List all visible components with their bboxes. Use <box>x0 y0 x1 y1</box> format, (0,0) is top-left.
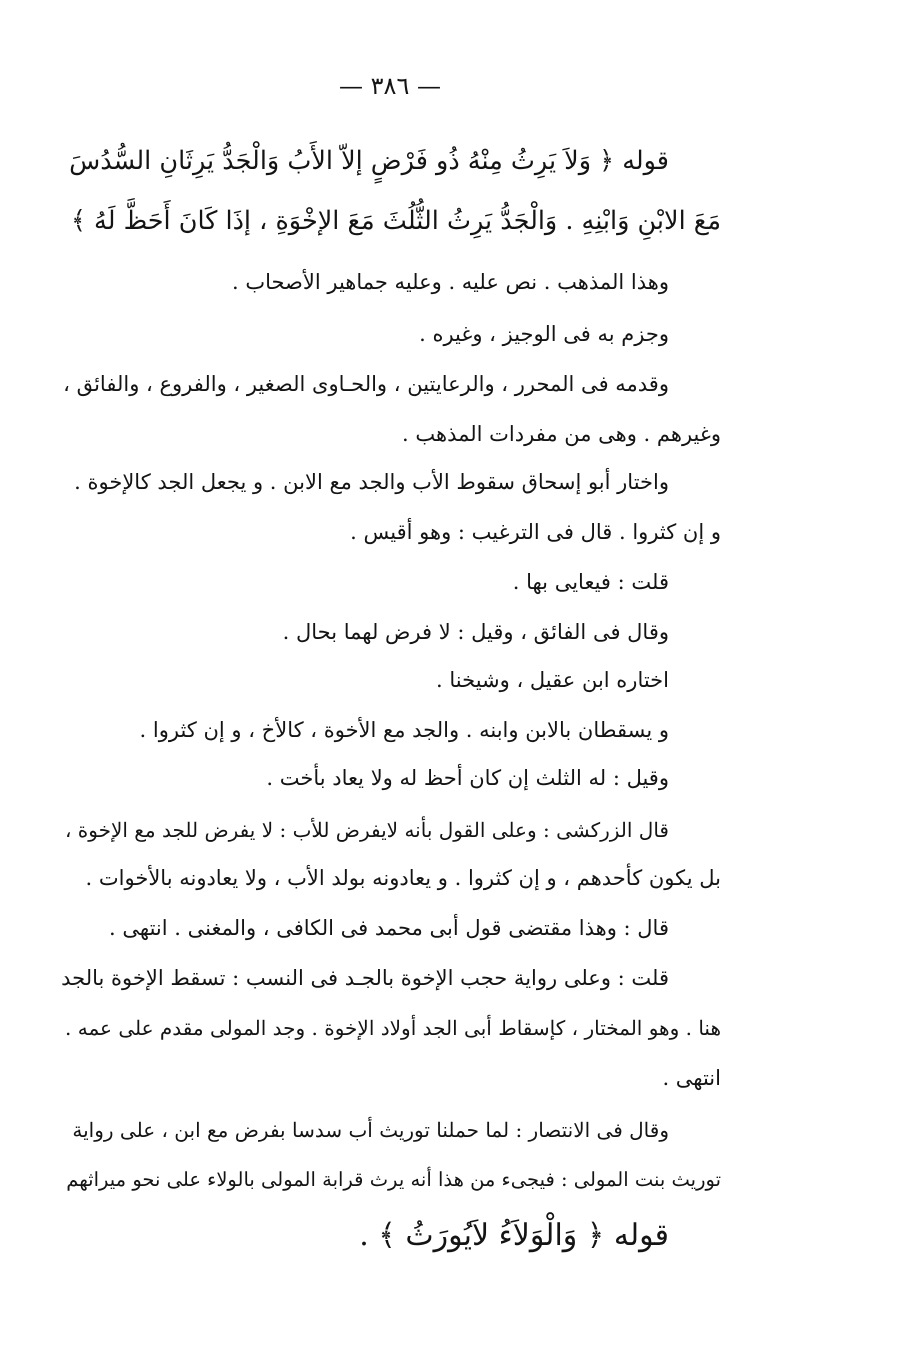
text-line: انتهى . <box>662 1066 721 1090</box>
text-line: وقال فى الفائق ، وقيل : لا فرض لهما بحال . <box>282 620 669 644</box>
text-line: واختار أبو إسحاق سقوط الأب والجد مع الابن . و يجعل الجد كالإخوة . <box>74 470 669 494</box>
text-line: وغيرهم . وهى من مفردات المذهب . <box>402 422 721 446</box>
text-line: بل يكون كأحدهم ، و إن كثروا . و يعادونه بولد الأب ، ولا يعادونه بالأخوات . <box>85 866 721 890</box>
text-line: وقدمه فى المحرر ، والرعايتين ، والحـاوى الصغير ، والفروع ، والفائق ، <box>63 372 669 396</box>
text-line: قال : وهذا مقتضى قول أبى محمد فى الكافى ، والمغنى . انتهى . <box>109 916 669 940</box>
text-line: و إن كثروا . قال فى الترغيب : وهو أقيس . <box>350 520 721 544</box>
text-line: قلت : فيعايى بها . <box>512 570 669 594</box>
text-line: هنا . وهو المختار ، كإسقاط أبى الجد أولاد الإخوة . وجد المولى مقدم على عمه . <box>65 1016 721 1040</box>
text-line: و يسقطان بالابن وابنه . والجد مع الأخوة ، كالأخ ، و إن كثروا . <box>139 718 669 742</box>
text-line: اختاره ابن عقيل ، وشيخنا . <box>436 668 669 692</box>
text-line-quote: مَعَ الابْنِ وَابْنِهِ . وَالْجَدُّ يَرِثُ الثُّلُثَ مَعَ الإخْوَةِ ، إذَا كَانَ أَحَظَّ لَهُ ﴾ <box>70 206 721 236</box>
text-line: توريث بنت المولى : فيجىء من هذا أنه يرث قرابة المولى بالولاء على نحو ميراثهم <box>66 1168 721 1191</box>
text-line: وقيل : له الثلث إن كان أحظ له ولا يعاد بأخت . <box>266 766 669 790</box>
text-line: وهذا المذهب . نص عليه . وعليه جماهير الأصحاب . <box>231 270 669 294</box>
text-line: قال الزركشى : وعلى القول بأنه لايفرض للأب : لا يفرض للجد مع الإخوة ، <box>64 818 669 842</box>
text-line: قلت : وعلى رواية حجب الإخوة بالجـد فى النسب : تسقط الإخوة بالجد <box>61 966 669 990</box>
text-line-quote: قوله ﴿ وَلاَ يَرِثُ مِنْهُ ذُو فَرْضٍ إلاّ الأَبُ وَالْجَدُّ يَرِثَانِ السُّدُسَ <box>69 146 669 176</box>
text-line-quote: قوله ﴿ وَالْوَلاَءُ لاَيُورَثُ ﴾ . <box>359 1218 669 1253</box>
page-number: — ٣٨٦ — <box>339 72 441 100</box>
text-line: وجزم به فى الوجيز ، وغيره . <box>419 322 669 346</box>
text-line: وقال فى الانتصار : لما حملنا توريث أب سدسا بفرض مع ابن ، على رواية <box>72 1118 669 1142</box>
